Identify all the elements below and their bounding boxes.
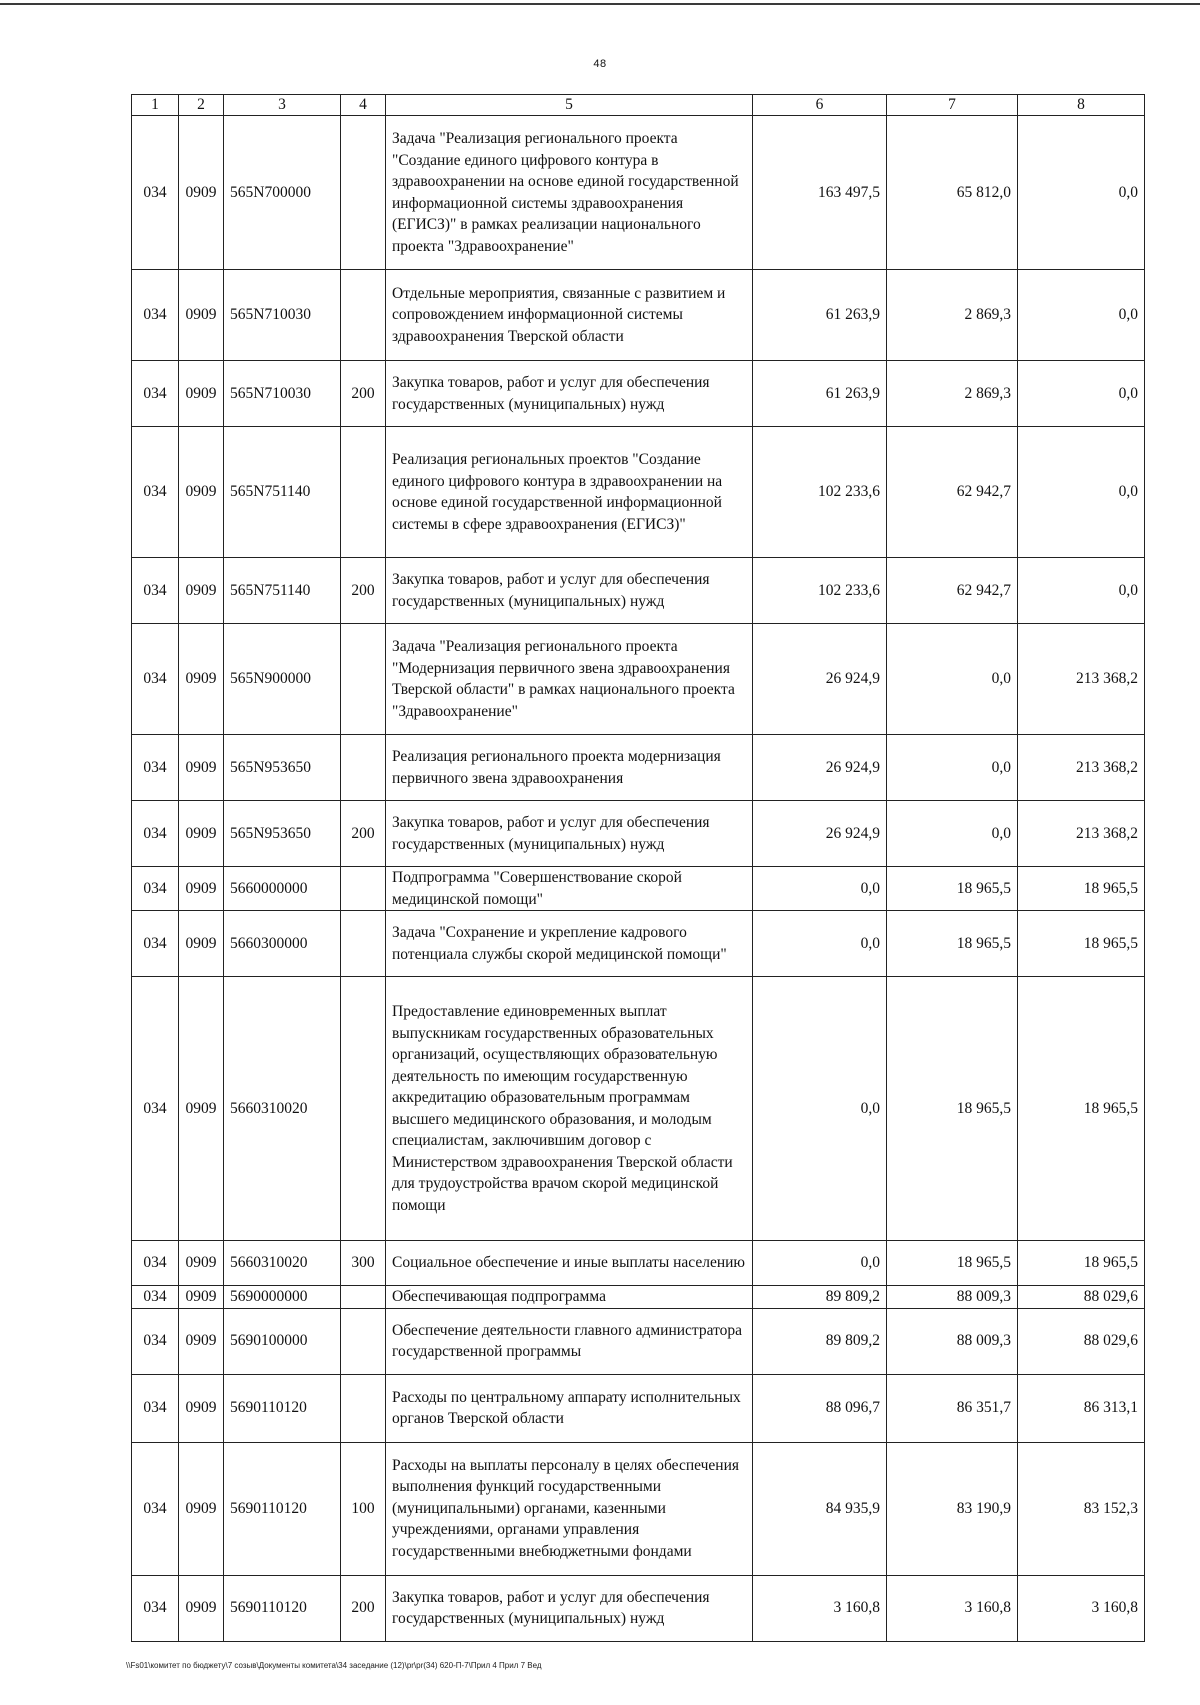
- footer-file-path: \\Fs01\комитет по бюджету\7 созыв\Документы комитета\34 заседание (12)\pr\pr(34) 620-П-7\Прил 4 Прил 7 Вед: [126, 1661, 542, 1670]
- column-header: 5: [386, 95, 753, 116]
- cell-target-code: 565N751140: [224, 427, 341, 558]
- cell-amount-col8: 88 029,6: [1018, 1286, 1145, 1309]
- budget-table: [131, 94, 1145, 1642]
- cell-amount-col8: 0,0: [1018, 558, 1145, 624]
- table-row: [132, 801, 1145, 867]
- cell-admin-code: 034: [132, 116, 179, 270]
- cell-expense-type: [341, 1374, 386, 1442]
- cell-description: Реализация региональных проектов "Создание единого цифрового контура в здравоохранении на основе единой государственной информационной системы в сфере здравоохранения (ЕГИСЗ)": [386, 427, 753, 558]
- cell-section-code: 0909: [179, 1286, 224, 1309]
- cell-amount-col6: 26 924,9: [753, 801, 887, 867]
- cell-admin-code: 034: [132, 558, 179, 624]
- cell-target-code: 565N751140: [224, 558, 341, 624]
- cell-target-code: 565N953650: [224, 735, 341, 801]
- cell-amount-col8: 3 160,8: [1018, 1575, 1145, 1641]
- cell-amount-col8: 18 965,5: [1018, 977, 1145, 1241]
- cell-admin-code: 034: [132, 801, 179, 867]
- cell-admin-code: 034: [132, 977, 179, 1241]
- cell-amount-col7: 86 351,7: [887, 1374, 1018, 1442]
- cell-expense-type: 300: [341, 1241, 386, 1286]
- cell-section-code: 0909: [179, 624, 224, 735]
- column-header: 3: [224, 95, 341, 116]
- table-row: [132, 735, 1145, 801]
- cell-amount-col7: 62 942,7: [887, 558, 1018, 624]
- cell-section-code: 0909: [179, 977, 224, 1241]
- cell-expense-type: [341, 270, 386, 361]
- table-row: [132, 1286, 1145, 1309]
- cell-expense-type: 200: [341, 361, 386, 427]
- cell-section-code: 0909: [179, 1241, 224, 1286]
- table-row: [132, 1308, 1145, 1374]
- cell-target-code: 5660300000: [224, 911, 341, 977]
- cell-amount-col6: 89 809,2: [753, 1286, 887, 1309]
- cell-expense-type: 200: [341, 558, 386, 624]
- cell-expense-type: [341, 1286, 386, 1309]
- table-row: [132, 270, 1145, 361]
- cell-amount-col7: 62 942,7: [887, 427, 1018, 558]
- cell-target-code: 565N710030: [224, 361, 341, 427]
- cell-amount-col6: 61 263,9: [753, 361, 887, 427]
- column-header: 1: [132, 95, 179, 116]
- cell-target-code: 5660310020: [224, 977, 341, 1241]
- cell-section-code: 0909: [179, 735, 224, 801]
- cell-amount-col6: 102 233,6: [753, 427, 887, 558]
- cell-description: Подпрограмма "Совершенствование скорой медицинской помощи": [386, 867, 753, 911]
- cell-description: Закупка товаров, работ и услуг для обеспечения государственных (муниципальных) нужд: [386, 361, 753, 427]
- cell-admin-code: 034: [132, 867, 179, 911]
- cell-admin-code: 034: [132, 361, 179, 427]
- cell-target-code: 5690110120: [224, 1374, 341, 1442]
- cell-description: Реализация регионального проекта модернизация первичного звена здравоохранения: [386, 735, 753, 801]
- cell-expense-type: [341, 735, 386, 801]
- cell-amount-col7: 2 869,3: [887, 270, 1018, 361]
- cell-target-code: 5690100000: [224, 1308, 341, 1374]
- cell-description: Социальное обеспечение и иные выплаты населению: [386, 1241, 753, 1286]
- cell-expense-type: [341, 911, 386, 977]
- cell-amount-col7: 88 009,3: [887, 1286, 1018, 1309]
- cell-section-code: 0909: [179, 1442, 224, 1575]
- cell-section-code: 0909: [179, 270, 224, 361]
- cell-admin-code: 034: [132, 1374, 179, 1442]
- cell-amount-col7: 83 190,9: [887, 1442, 1018, 1575]
- table-row: [132, 1241, 1145, 1286]
- cell-section-code: 0909: [179, 801, 224, 867]
- cell-amount-col7: 65 812,0: [887, 116, 1018, 270]
- cell-amount-col7: 18 965,5: [887, 1241, 1018, 1286]
- cell-expense-type: 200: [341, 801, 386, 867]
- cell-admin-code: 034: [132, 427, 179, 558]
- cell-admin-code: 034: [132, 1442, 179, 1575]
- cell-description: Закупка товаров, работ и услуг для обеспечения государственных (муниципальных) нужд: [386, 801, 753, 867]
- table-row: [132, 911, 1145, 977]
- table-row: [132, 867, 1145, 911]
- table-row: [132, 1442, 1145, 1575]
- cell-admin-code: 034: [132, 1241, 179, 1286]
- cell-amount-col8: 0,0: [1018, 116, 1145, 270]
- cell-target-code: 5690110120: [224, 1442, 341, 1575]
- header-row: [132, 95, 1145, 116]
- cell-admin-code: 034: [132, 735, 179, 801]
- cell-admin-code: 034: [132, 911, 179, 977]
- cell-description: Обеспечивающая подпрограмма: [386, 1286, 753, 1309]
- cell-description: Расходы по центральному аппарату исполнительных органов Тверской области: [386, 1374, 753, 1442]
- cell-admin-code: 034: [132, 1308, 179, 1374]
- cell-amount-col8: 0,0: [1018, 427, 1145, 558]
- cell-expense-type: 200: [341, 1575, 386, 1641]
- cell-description: Закупка товаров, работ и услуг для обеспечения государственных (муниципальных) нужд: [386, 558, 753, 624]
- cell-section-code: 0909: [179, 1374, 224, 1442]
- cell-amount-col8: 86 313,1: [1018, 1374, 1145, 1442]
- column-header: 8: [1018, 95, 1145, 116]
- table-row: [132, 361, 1145, 427]
- cell-amount-col7: 18 965,5: [887, 911, 1018, 977]
- table-row: [132, 1374, 1145, 1442]
- cell-expense-type: [341, 867, 386, 911]
- cell-description: Расходы на выплаты персоналу в целях обеспечения выполнения функций государственными (муниципальными) органами, казенными учреждениями, органами управления государственными внебюджетными фондами: [386, 1442, 753, 1575]
- column-header: 7: [887, 95, 1018, 116]
- cell-section-code: 0909: [179, 867, 224, 911]
- cell-amount-col6: 26 924,9: [753, 735, 887, 801]
- table-row: [132, 977, 1145, 1241]
- cell-expense-type: [341, 116, 386, 270]
- cell-target-code: 5660000000: [224, 867, 341, 911]
- cell-amount-col8: 0,0: [1018, 361, 1145, 427]
- cell-section-code: 0909: [179, 558, 224, 624]
- cell-admin-code: 034: [132, 1286, 179, 1309]
- table-row: [132, 427, 1145, 558]
- cell-amount-col7: 18 965,5: [887, 977, 1018, 1241]
- cell-amount-col6: 3 160,8: [753, 1575, 887, 1641]
- cell-description: Предоставление единовременных выплат выпускникам государственных образовательных организаций, осуществляющих образовательную деятельность по имеющим государственную аккредитацию образовательным программам высшего медицинского образования, и молодым специалистам, заключившим договор с Министерством здравоохранения Тверской области для трудоустройства врачом скорой медицинской помощи: [386, 977, 753, 1241]
- cell-description: Обеспечение деятельности главного администратора государственной программы: [386, 1308, 753, 1374]
- cell-admin-code: 034: [132, 624, 179, 735]
- cell-amount-col6: 0,0: [753, 911, 887, 977]
- column-header: 6: [753, 95, 887, 116]
- cell-amount-col8: 18 965,5: [1018, 911, 1145, 977]
- cell-section-code: 0909: [179, 361, 224, 427]
- cell-expense-type: [341, 427, 386, 558]
- cell-target-code: 565N710030: [224, 270, 341, 361]
- cell-amount-col6: 89 809,2: [753, 1308, 887, 1374]
- cell-amount-col7: 0,0: [887, 735, 1018, 801]
- cell-target-code: 5690110120: [224, 1575, 341, 1641]
- cell-amount-col8: 88 029,6: [1018, 1308, 1145, 1374]
- cell-section-code: 0909: [179, 427, 224, 558]
- cell-amount-col6: 0,0: [753, 977, 887, 1241]
- cell-amount-col8: 213 368,2: [1018, 801, 1145, 867]
- cell-amount-col8: 18 965,5: [1018, 867, 1145, 911]
- column-header: 2: [179, 95, 224, 116]
- page-number: 48: [593, 58, 607, 70]
- cell-amount-col6: 0,0: [753, 867, 887, 911]
- cell-amount-col7: 0,0: [887, 624, 1018, 735]
- cell-section-code: 0909: [179, 1308, 224, 1374]
- cell-amount-col6: 0,0: [753, 1241, 887, 1286]
- cell-admin-code: 034: [132, 270, 179, 361]
- cell-expense-type: 100: [341, 1442, 386, 1575]
- column-header: 4: [341, 95, 386, 116]
- cell-expense-type: [341, 624, 386, 735]
- cell-amount-col8: 18 965,5: [1018, 1241, 1145, 1286]
- cell-section-code: 0909: [179, 1575, 224, 1641]
- cell-amount-col6: 163 497,5: [753, 116, 887, 270]
- cell-amount-col7: 18 965,5: [887, 867, 1018, 911]
- cell-section-code: 0909: [179, 116, 224, 270]
- cell-amount-col8: 83 152,3: [1018, 1442, 1145, 1575]
- cell-description: Задача "Реализация регионального проекта "Создание единого цифрового контура в здравоохранении на основе единой государственной информационной системы здравоохранения (ЕГИСЗ)" в рамках реализации национального проекта "Здравоохранение": [386, 116, 753, 270]
- cell-admin-code: 034: [132, 1575, 179, 1641]
- cell-amount-col6: 61 263,9: [753, 270, 887, 361]
- cell-amount-col7: 0,0: [887, 801, 1018, 867]
- table-row: [132, 116, 1145, 270]
- cell-expense-type: [341, 977, 386, 1241]
- cell-section-code: 0909: [179, 911, 224, 977]
- cell-amount-col7: 3 160,8: [887, 1575, 1018, 1641]
- cell-amount-col7: 2 869,3: [887, 361, 1018, 427]
- cell-amount-col6: 88 096,7: [753, 1374, 887, 1442]
- cell-target-code: 565N700000: [224, 116, 341, 270]
- cell-amount-col8: 213 368,2: [1018, 735, 1145, 801]
- cell-target-code: 565N953650: [224, 801, 341, 867]
- top-rule: [0, 3, 1200, 5]
- cell-description: Задача "Сохранение и укрепление кадрового потенциала службы скорой медицинской помощи": [386, 911, 753, 977]
- table-row: [132, 558, 1145, 624]
- cell-target-code: 5660310020: [224, 1241, 341, 1286]
- cell-description: Задача "Реализация регионального проекта "Модернизация первичного звена здравоохранения Тверской области" в рамках национального проекта "Здравоохранение": [386, 624, 753, 735]
- table-row: [132, 624, 1145, 735]
- cell-amount-col8: 0,0: [1018, 270, 1145, 361]
- cell-description: Закупка товаров, работ и услуг для обеспечения государственных (муниципальных) нужд: [386, 1575, 753, 1641]
- cell-amount-col6: 26 924,9: [753, 624, 887, 735]
- table-row: [132, 1575, 1145, 1641]
- cell-amount-col6: 84 935,9: [753, 1442, 887, 1575]
- cell-amount-col8: 213 368,2: [1018, 624, 1145, 735]
- cell-amount-col6: 102 233,6: [753, 558, 887, 624]
- cell-target-code: 565N900000: [224, 624, 341, 735]
- cell-target-code: 5690000000: [224, 1286, 341, 1309]
- cell-description: Отдельные мероприятия, связанные с развитием и сопровождением информационной системы здравоохранения Тверской области: [386, 270, 753, 361]
- cell-amount-col7: 88 009,3: [887, 1308, 1018, 1374]
- cell-expense-type: [341, 1308, 386, 1374]
